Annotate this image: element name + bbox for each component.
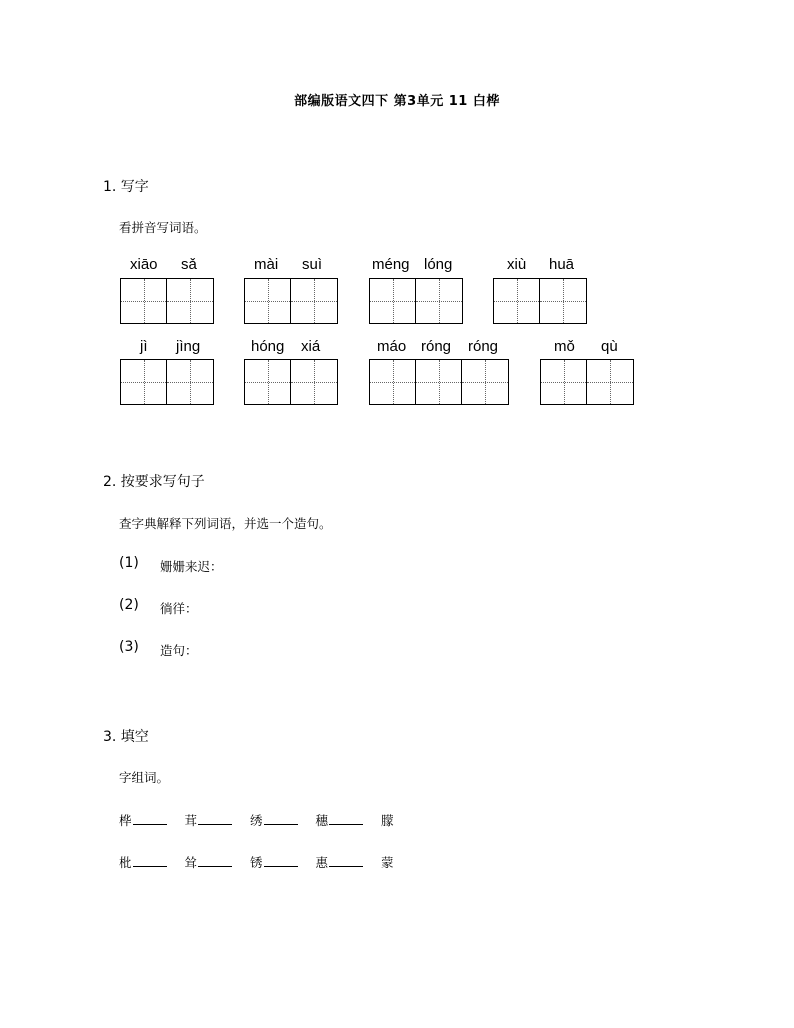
section-3-instruction: 字组词。 [119,770,170,785]
item-number: (2) [119,597,139,613]
pinyin-label: róng [468,338,499,355]
char-prompt: 耸 [184,855,198,870]
writing-grid[interactable] [369,359,509,405]
fill-blank[interactable] [133,812,167,825]
char-prompt: 枇 [119,855,132,870]
item-text: 徜徉： [160,601,198,616]
grid-cell[interactable] [370,360,416,404]
writing-grid[interactable] [540,359,634,405]
writing-grid[interactable] [120,278,214,324]
grid-cell[interactable] [291,360,337,404]
grid-cell[interactable] [245,279,291,323]
fill-blank[interactable] [264,854,298,867]
section-1-instruction: 看拼音写词语。 [119,220,207,235]
fill-blank[interactable] [198,812,232,825]
pinyin-label: qù [601,338,618,355]
pinyin-label: lóng [424,256,453,273]
char-prompt: 茸 [184,813,198,828]
grid-cell[interactable] [121,279,167,323]
writing-grid[interactable] [369,278,463,324]
page-title: 部编版语文四下 第3单元 11 白桦 [294,94,500,109]
pinyin-label: méng [372,256,410,273]
item-number: (3) [119,639,139,655]
pinyin-label: máo [377,338,407,355]
fill-blank[interactable] [133,854,167,867]
grid-cell[interactable] [291,279,337,323]
char-prompt: 惠 [315,855,329,870]
grid-cell[interactable] [416,360,462,404]
grid-cell[interactable] [462,360,508,404]
grid-cell[interactable] [587,360,633,404]
fill-blank[interactable] [264,812,298,825]
pinyin-label: suì [302,256,323,273]
char-prompt: 穗 [315,813,329,828]
writing-grid[interactable] [244,278,338,324]
fill-blank[interactable] [198,854,232,867]
section-2-instruction: 查字典解释下列词语，并选一个造句。 [119,516,332,531]
grid-cell[interactable] [540,279,586,323]
pinyin-label: hóng [251,338,285,355]
fill-row [119,853,394,871]
writing-grid[interactable] [493,278,587,324]
pinyin-label: xiù [507,256,527,273]
grid-cell[interactable] [245,360,291,404]
pinyin-label: mài [254,256,279,273]
section-3-heading: 3. 填空 [103,729,149,745]
char-prompt: 锈 [250,855,263,870]
pinyin-label: mǒ [554,338,575,355]
pinyin-label: sǎ [181,256,197,273]
pinyin-label: xiāo [130,256,158,273]
item-number: (1) [119,555,139,571]
pinyin-label: xiá [301,338,321,355]
pinyin-label: jì [140,338,148,355]
section-1-heading: 1. 写字 [103,179,149,195]
char-prompt: 绣 [250,813,263,828]
fill-blank[interactable] [329,854,363,867]
fill-row [119,811,394,829]
writing-grid[interactable] [244,359,338,405]
char-prompt: 桦 [119,813,132,828]
grid-cell[interactable] [167,360,213,404]
pinyin-label: róng [421,338,452,355]
grid-cell[interactable] [370,279,416,323]
grid-cell[interactable] [541,360,587,404]
grid-cell[interactable] [416,279,462,323]
fill-blank[interactable] [329,812,363,825]
item-text: 姗姗来迟： [160,559,223,574]
grid-cell[interactable] [494,279,540,323]
pinyin-label: huā [549,256,575,273]
writing-grid[interactable] [120,359,214,405]
grid-cell[interactable] [121,360,167,404]
item-text: 造句： [160,643,198,658]
pinyin-label: jìng [176,338,201,355]
char-prompt: 朦 [381,813,394,828]
section-2-heading: 2. 按要求写句子 [103,474,205,490]
char-prompt: 蒙 [381,855,394,870]
grid-cell[interactable] [167,279,213,323]
